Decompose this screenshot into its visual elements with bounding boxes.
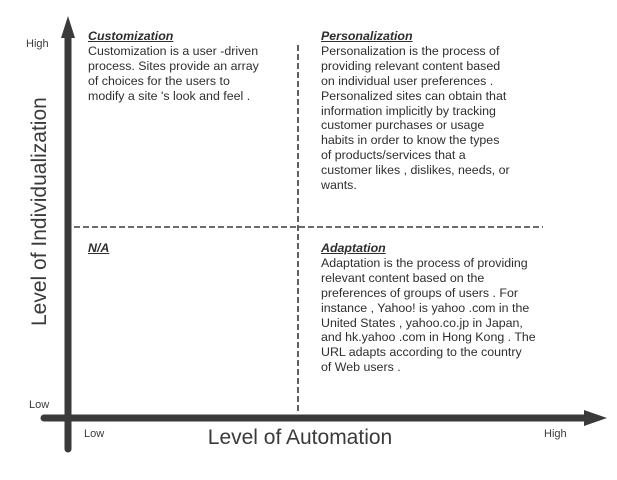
quadrant-personalization [321,29,566,193]
quadrant-description: Personalization is the process of providing relevant content based on individual user preferences . Personalized sites can obtain that information implicitly by tracking customer purchases or usage habits in order to know the types of products/services that a customer likes , dislikes, needs, or wants. [321,43,510,193]
quadrant-description: Adaptation is the process of providing relevant content based on the preferences of groups of users . For instance , Yahoo! is yahoo .com in the United States , yahoo.co.jp in Japan, and hk.yahoo .com in Hong Kong . The URL adapts according to the country of Web users . [321,255,536,375]
x-low-label: Low [84,428,105,440]
quadrant-title: Adaptation [321,241,386,255]
quadrant-title: N/A [88,241,110,255]
quadrant-title: Customization [88,29,174,43]
quadrant-customization [88,29,293,104]
quadrant-title: Personalization [321,29,413,43]
y-low-label: Low [29,399,50,411]
x-high-label: High [544,428,567,440]
quadrant-description: Customization is a user -driven process. Sites provide an array of choices for the users to modify a site 's look and feel . [88,43,259,103]
quadrant-na [88,241,188,256]
y-axis-title: Level of Individualization [28,97,51,326]
quadrant-adaptation [321,241,581,375]
x-axis-arrowhead [584,410,607,426]
x-axis-title: Level of Automation [207,426,393,449]
y-high-label: High [26,38,49,50]
y-axis-arrowhead [61,16,75,38]
